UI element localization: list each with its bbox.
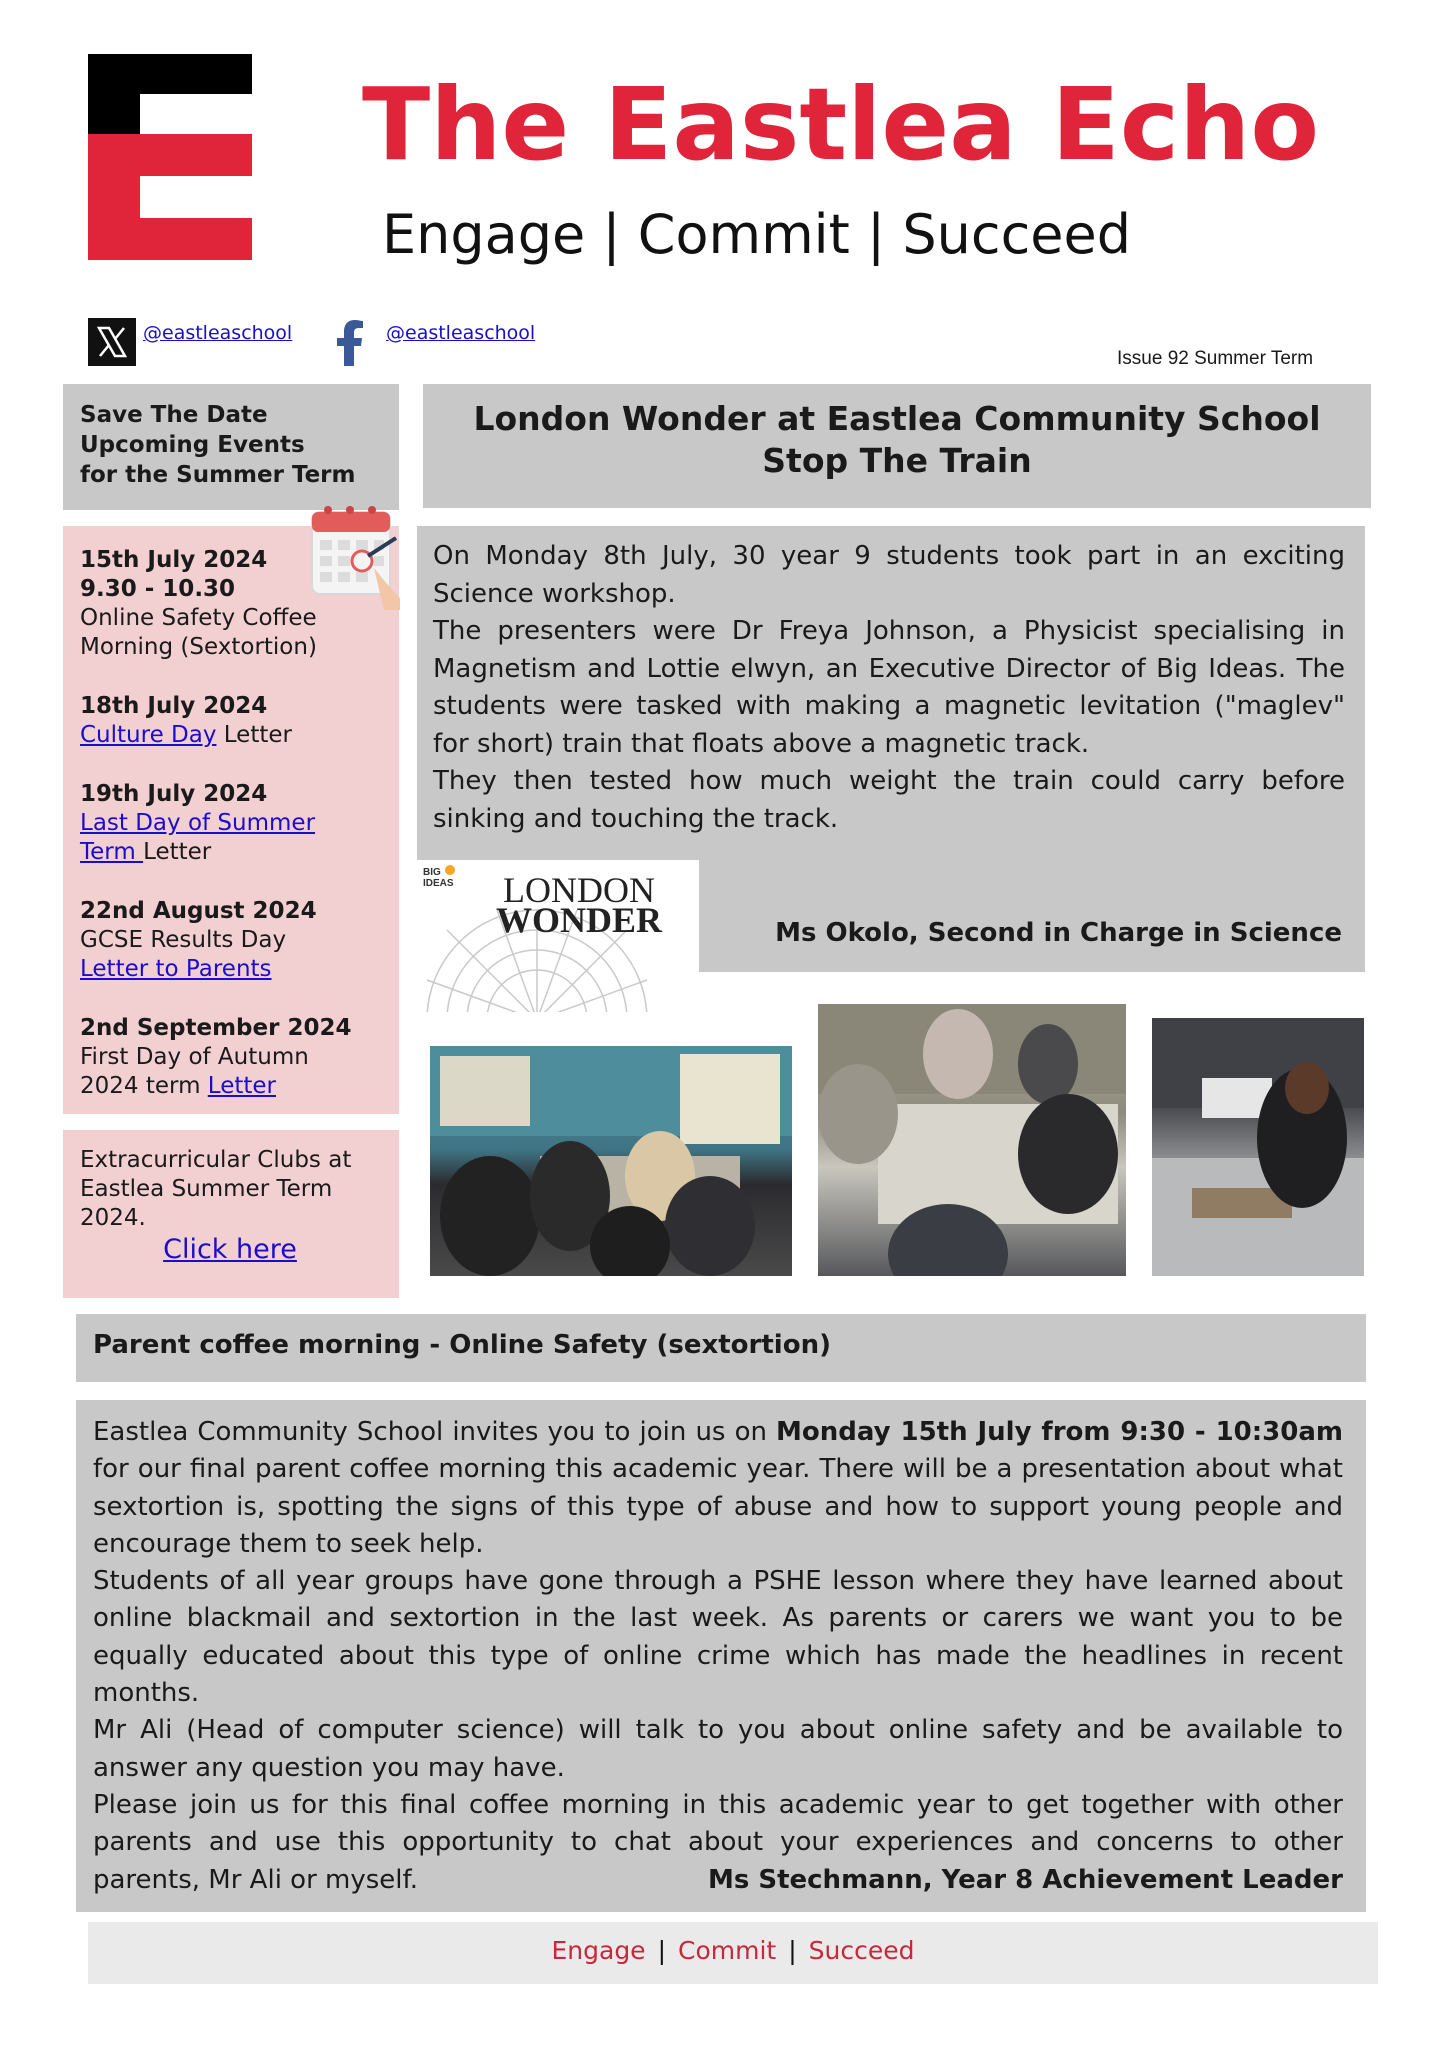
event-date: 18th July 2024	[80, 693, 268, 719]
clubs-click-here-wrap	[80, 1234, 380, 1265]
coffee-text: Eastlea Community School invites you to join us on	[93, 1417, 777, 1447]
event-description: 2024 term	[80, 1073, 208, 1099]
coffee-byline: Ms Stechmann, Year 8 Achievement Leader	[707, 1864, 1343, 1895]
x-handle-link[interactable]: @eastleaschool	[143, 322, 293, 344]
event-date: 2nd September 2024	[80, 1015, 352, 1041]
rose-window-graphic	[417, 860, 699, 1012]
clubs-text: Extracurricular Clubs at Eastlea Summer Term 2024.	[80, 1147, 352, 1231]
coffee-heading: Parent coffee morning - Online Safety (sextortion)	[93, 1330, 831, 1360]
last-day-link[interactable]: Last Day of Summer	[80, 810, 316, 836]
coffee-paragraph-4	[93, 1787, 1343, 1899]
article-paragraph: They then tested how much weight the train could carry before sinking and touching the track.	[433, 766, 1345, 834]
event-item	[80, 692, 390, 750]
svg-text:IDEAS: IDEAS	[423, 878, 454, 889]
footer-tagline	[88, 1936, 1378, 1965]
footer-engage: Engage	[551, 1936, 646, 1965]
workshop-photo-1	[430, 1046, 792, 1276]
article-byline: Ms Okolo, Second in Charge in Science	[775, 918, 1342, 948]
event-description: GCSE Results Day	[80, 927, 287, 953]
footer-separator: |	[657, 1936, 667, 1965]
article-body	[433, 538, 1345, 838]
coffee-body	[93, 1414, 1343, 1899]
facebook-handle-link[interactable]: @eastleaschool	[386, 322, 536, 344]
clubs-click-here-link[interactable]: Click here	[163, 1234, 297, 1265]
event-description: Morning (Sextortion)	[80, 634, 317, 660]
event-item	[80, 1014, 390, 1101]
issue-label: Issue 92 Summer Term	[1117, 348, 1314, 369]
coffee-date-highlight: Monday 15th July from 9:30 - 10:30am	[776, 1417, 1343, 1447]
save-title-line-2: Upcoming Events	[80, 432, 305, 458]
footer-separator: |	[788, 1936, 797, 1965]
wonder-text: WONDER	[495, 900, 663, 940]
culture-day-link[interactable]: Culture Day	[80, 722, 217, 748]
event-item	[80, 897, 390, 984]
facebook-icon[interactable]	[330, 320, 368, 366]
footer-commit: Commit	[678, 1936, 777, 1965]
last-day-link-cont[interactable]: Term	[80, 839, 144, 865]
newsletter-tagline: Engage | Commit | Succeed	[382, 203, 1131, 266]
newsletter-title: The Eastlea Echo	[362, 66, 1320, 183]
results-letter-link[interactable]: Letter to Parents	[80, 956, 272, 982]
event-description: Letter	[143, 839, 212, 865]
coffee-text: for our final parent coffee morning this academic year. There will be a presentation about what sextortion is, spotting the signs of this type of abuse and how to support young people and encourage them to seek help.	[93, 1454, 1343, 1559]
coffee-paragraph-3: Mr Ali (Head of computer science) will talk to you about online safety and be available to answer any question you may have.	[93, 1715, 1343, 1783]
save-title-line-3: for the Summer Term	[80, 462, 356, 488]
london-text: LONDON	[503, 870, 655, 910]
article-paragraph: On Monday 8th July, 30 year 9 students took part in an exciting Science workshop.	[433, 541, 1345, 609]
big-ideas-badge: BIG	[423, 867, 441, 878]
school-logo	[88, 54, 252, 260]
event-time: 9.30 - 10.30	[80, 576, 236, 602]
event-date: 15th July 2024	[80, 547, 268, 573]
coffee-text: Please join us for this final coffee morning in this academic year to get together with other parents and use this opportunity to chat about your experiences and concerns to other parents, Mr Ali or myself.	[93, 1789, 1343, 1895]
x-twitter-icon[interactable]	[88, 318, 136, 366]
article-paragraph: The presenters were Dr Freya Johnson, a Physicist specialising in Magnetism and Lottie elwyn, an Executive Director of Big Ideas. The students were tasked with making a magnetic levitation ("maglev" for short) train that floats above a magnetic track.	[433, 616, 1345, 759]
headline-line-1: London Wonder at Eastlea Community School	[473, 399, 1321, 438]
workshop-photo-3	[1152, 1018, 1364, 1276]
event-item	[80, 780, 390, 867]
event-description: Online Safety Coffee	[80, 605, 317, 631]
event-item	[80, 546, 390, 662]
coffee-paragraph-1	[93, 1414, 1343, 1563]
headline-line-2: Stop The Train	[762, 441, 1032, 480]
save-the-date-title	[80, 400, 390, 490]
event-description: Letter	[216, 722, 292, 748]
event-description: First Day of Autumn	[80, 1044, 309, 1070]
footer-succeed: Succeed	[808, 1936, 915, 1965]
event-date: 19th July 2024	[80, 781, 268, 807]
london-wonder-logo	[417, 860, 699, 1012]
article-headline	[423, 398, 1371, 482]
save-title-line-1: Save The Date	[80, 402, 268, 428]
event-date: 22nd August 2024	[80, 898, 317, 924]
coffee-paragraph-2: Students of all year groups have gone through a PSHE lesson where they have learned about online blackmail and sextortion in the last week. As parents or carers we want you to be equally educated about this type of online crime which has made the headlines in recent months.	[93, 1566, 1343, 1709]
autumn-letter-link[interactable]: Letter	[207, 1073, 276, 1099]
workshop-photo-2	[818, 1004, 1126, 1276]
